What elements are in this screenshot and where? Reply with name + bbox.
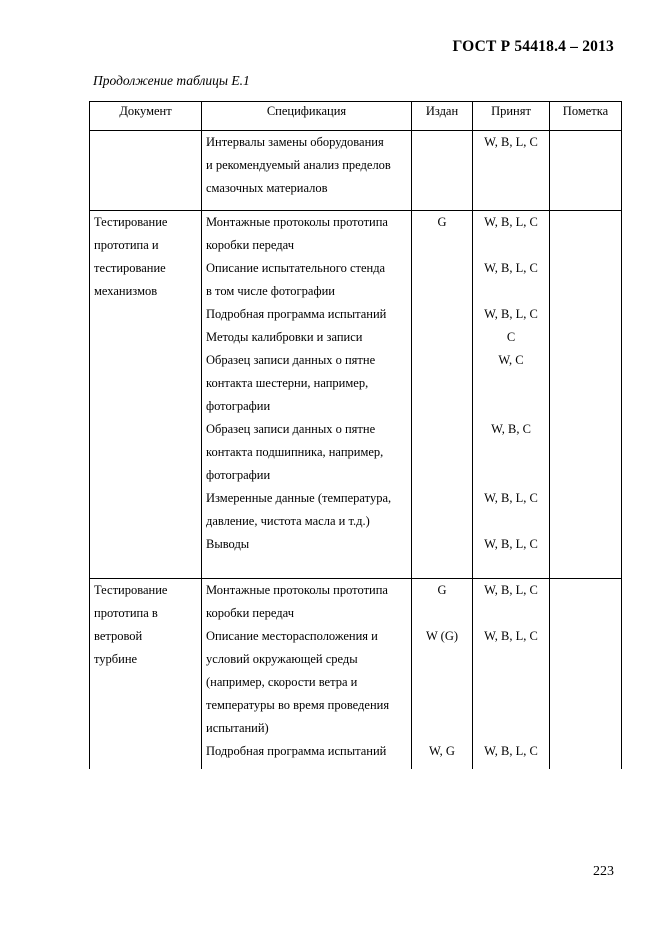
specification-text-line: коробки передач: [206, 238, 295, 252]
specification-text-line: Измеренные данные (температура,: [206, 491, 392, 505]
accepted-value: C: [506, 330, 516, 344]
issued-cell: [412, 579, 473, 769]
specification-cell: [202, 131, 412, 211]
document-text-line: ветровой: [94, 629, 143, 643]
specification-text-line: условий окружающей среды: [206, 652, 358, 666]
document-text-line: тестирование: [94, 261, 166, 275]
specification-text-line: Подробная программа испытаний: [206, 744, 387, 758]
column-header-remark: Пометка: [550, 102, 622, 131]
accepted-value: W, C: [498, 353, 524, 367]
specification-text-line: давление, чистота масла и т.д.): [206, 514, 370, 528]
accepted-value: W, B, L, C: [484, 537, 538, 551]
accepted-cell: [473, 579, 550, 769]
table-header-row: [90, 102, 622, 131]
specification-text-line: контакта подшипника, например,: [206, 445, 384, 459]
accepted-value: W, B, L, C: [484, 744, 538, 758]
specification-text-line: Подробная программа испытаний: [206, 307, 387, 321]
specification-text-line: Методы калибровки и записи: [206, 330, 363, 344]
remark-cell: [550, 579, 622, 769]
document-cell: [90, 131, 202, 211]
specification-text-line: испытаний): [206, 721, 269, 735]
table-section-row: [90, 131, 622, 211]
specification-text-line: в том числе фотографии: [206, 284, 335, 298]
issued-cell: [412, 211, 473, 579]
column-header-document: Документ: [90, 102, 202, 131]
table-section-row: [90, 579, 622, 769]
issued-value: G: [437, 215, 447, 229]
document-text-line: механизмов: [94, 284, 158, 298]
issued-cell: [412, 131, 473, 211]
specification-text-line: Описание испытательного стенда: [206, 261, 386, 275]
accepted-value: W, B, L, C: [484, 583, 538, 597]
document-text-line: Тестирование: [94, 583, 168, 597]
column-header-issued: Издан: [412, 102, 473, 131]
document-cell: [90, 211, 202, 579]
specification-text-line: смазочных материалов: [206, 181, 328, 195]
remark-cell: [550, 131, 622, 211]
specification-text-line: Монтажные протоколы прототипа: [206, 215, 388, 229]
accepted-value: W, B, L, C: [484, 491, 538, 505]
specification-text-line: Описание месторасположения и: [206, 629, 378, 643]
document-text-line: прототипа и: [94, 238, 159, 252]
document-text-line: Тестирование: [94, 215, 168, 229]
specification-text-line: Образец записи данных о пятне: [206, 353, 376, 367]
specification-text-line: Монтажные протоколы прототипа: [206, 583, 388, 597]
accepted-value: W, B, L, C: [484, 215, 538, 229]
accepted-value: W, B, L, C: [484, 307, 538, 321]
column-header-specification: Спецификация: [202, 102, 412, 131]
specification-text-line: контакта шестерни, например,: [206, 376, 369, 390]
specification-cell: [202, 579, 412, 769]
accepted-value: W, B, C: [491, 422, 531, 436]
specification-text-line: Выводы: [206, 537, 250, 551]
specification-text-line: фотографии: [206, 399, 271, 413]
issued-value: G: [437, 583, 447, 597]
remark-cell: [550, 211, 622, 579]
document-text-line: турбине: [94, 652, 138, 666]
issued-value: W (G): [425, 629, 459, 643]
specification-text-line: Образец записи данных о пятне: [206, 422, 376, 436]
specification-text-line: (например, скорости ветра и: [206, 675, 358, 689]
accepted-value: W, B, L, C: [484, 261, 538, 275]
specification-text-line: температуры во время проведения: [206, 698, 390, 712]
accepted-value: W, B, L, C: [484, 629, 538, 643]
table-caption: Продолжение таблицы Е.1: [93, 73, 250, 88]
accepted-cell: [473, 211, 550, 579]
specification-text-line: коробки передач: [206, 606, 295, 620]
accepted-cell: [473, 131, 550, 211]
specification-text-line: фотографии: [206, 468, 271, 482]
document-text-line: прототипа в: [94, 606, 158, 620]
accepted-value: W, B, L, C: [484, 135, 538, 149]
issued-value: W, G: [429, 744, 455, 758]
column-header-accepted: Принят: [473, 102, 550, 131]
specification-cell: [202, 211, 412, 579]
specification-text-line: Интервалы замены оборудования: [206, 135, 384, 149]
specification-text-line: и рекомендуемый анализ пределов: [206, 158, 391, 172]
document-header: ГОСТ Р 54418.4 – 2013: [452, 38, 614, 55]
page-number: 223: [593, 864, 614, 879]
document-cell: [90, 579, 202, 769]
specification-table: [89, 101, 622, 769]
table-section-row: [90, 211, 622, 579]
